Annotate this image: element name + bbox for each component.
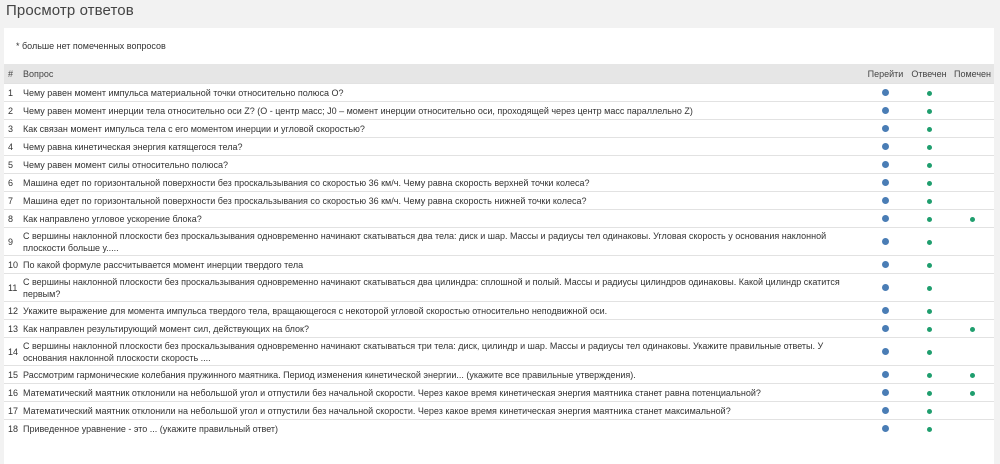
question-text: Машина едет по горизонтальной поверхности без проскальзывания со скоростью 36 км/ч. Чему равна скорость нижней точки колеса? <box>21 192 864 210</box>
answered-cell <box>907 384 951 402</box>
question-text: С вершины наклонной плоскости без проскальзывания одновременно начинают скатываться два цилиндра: сплошной и полый. Массы и радиусы цилиндров одинаковы. Какой цилиндр скатится первым? <box>21 274 864 302</box>
goto-cell <box>864 256 907 274</box>
flagged-cell <box>951 256 994 274</box>
row-number: 5 <box>4 156 21 174</box>
flagged-indicator-icon <box>970 327 975 332</box>
answered-indicator-icon <box>927 391 932 396</box>
answered-cell <box>907 120 951 138</box>
table-row <box>4 210 994 228</box>
flagged-cell <box>951 192 994 210</box>
question-text: Машина едет по горизонтальной поверхности без проскальзывания со скоростью 36 км/ч. Чему равна скорость верхней точки колеса? <box>21 174 864 192</box>
answered-cell <box>907 174 951 192</box>
question-text: Чему равен момент импульса материальной точки относительно полюса О? <box>21 84 864 102</box>
row-number: 10 <box>4 256 21 274</box>
table-row <box>4 174 994 192</box>
answered-indicator-icon <box>927 427 932 432</box>
answered-cell <box>907 338 951 366</box>
answered-cell <box>907 192 951 210</box>
header-answered: Отвечен <box>907 64 951 84</box>
goto-cell <box>864 84 907 102</box>
flagged-cell <box>951 228 994 256</box>
goto-question-button[interactable] <box>882 371 889 378</box>
question-text: Рассмотрим гармонические колебания пружинного маятника. Период изменения кинетической энергии... (укажите все правильные утверждения). <box>21 366 864 384</box>
flagged-cell <box>951 338 994 366</box>
answered-cell <box>907 102 951 120</box>
question-text: Чему равен момент инерции тела относительно оси Z? (О - центр масс; J0 – момент инерции относительно оси, проходящей через центр масс параллельно Z) <box>21 102 864 120</box>
table-row <box>4 366 994 384</box>
goto-question-button[interactable] <box>882 284 889 291</box>
row-number: 16 <box>4 384 21 402</box>
answered-indicator-icon <box>927 109 932 114</box>
row-number: 17 <box>4 402 21 420</box>
table-row <box>4 384 994 402</box>
goto-cell <box>864 228 907 256</box>
goto-question-button[interactable] <box>882 307 889 314</box>
answered-cell <box>907 138 951 156</box>
row-number: 4 <box>4 138 21 156</box>
flagged-cell <box>951 84 994 102</box>
goto-cell <box>864 384 907 402</box>
answered-cell <box>907 320 951 338</box>
goto-cell <box>864 366 907 384</box>
page-title: Просмотр ответов <box>6 2 134 19</box>
answered-indicator-icon <box>927 409 932 414</box>
answers-table <box>4 64 994 437</box>
question-text: Как направлен результирующий момент сил, действующих на блок? <box>21 320 864 338</box>
answered-indicator-icon <box>927 145 932 150</box>
answered-indicator-icon <box>927 309 932 314</box>
flagged-indicator-icon <box>970 391 975 396</box>
row-number: 18 <box>4 420 21 438</box>
goto-question-button[interactable] <box>882 261 889 268</box>
question-text: Чему равен момент силы относительно полюса? <box>21 156 864 174</box>
goto-question-button[interactable] <box>882 425 889 432</box>
answered-indicator-icon <box>927 263 932 268</box>
goto-cell <box>864 156 907 174</box>
flagged-cell <box>951 210 994 228</box>
table-row <box>4 256 994 274</box>
question-text: С вершины наклонной плоскости без проскальзывания одновременно начинают скатываться три тела: диск, цилиндр и шар. Массы и радиусы тел одинаковы. Укажите правильные ответы. У основания наклонной плоскости скорость .... <box>21 338 864 366</box>
table-row <box>4 338 994 366</box>
table-row <box>4 274 994 302</box>
table-row <box>4 120 994 138</box>
row-number: 12 <box>4 302 21 320</box>
answered-indicator-icon <box>927 240 932 245</box>
question-text: С вершины наклонной плоскости без проскальзывания одновременно начинают скатываться два тела: диск и шар. Массы и радиусы тел одинаковы. Угловая скорость у основания наклонной плоскости больше у..... <box>21 228 864 256</box>
table-row <box>4 320 994 338</box>
flagged-indicator-icon <box>970 373 975 378</box>
answered-indicator-icon <box>927 127 932 132</box>
table-row <box>4 302 994 320</box>
goto-question-button[interactable] <box>882 348 889 355</box>
flagged-cell <box>951 420 994 438</box>
row-number: 11 <box>4 274 21 302</box>
flagged-cell <box>951 320 994 338</box>
question-text: Чему равна кинетическая энергия катящегося тела? <box>21 138 864 156</box>
flagged-cell <box>951 138 994 156</box>
row-number: 14 <box>4 338 21 366</box>
goto-question-button[interactable] <box>882 89 889 96</box>
question-text: Укажите выражение для момента импульса твердого тела, вращающегося с некоторой угловой скоростью относительно неподвижной оси. <box>21 302 864 320</box>
question-text: Математический маятник отклонили на небольшой угол и отпустили без начальной скорости. Через какое время кинетическая энергия маятника станет максимальной? <box>21 402 864 420</box>
answered-indicator-icon <box>927 373 932 378</box>
answered-cell <box>907 420 951 438</box>
goto-question-button[interactable] <box>882 197 889 204</box>
answered-indicator-icon <box>927 350 932 355</box>
goto-cell <box>864 210 907 228</box>
goto-cell <box>864 138 907 156</box>
goto-question-button[interactable] <box>882 107 889 114</box>
question-text: Математический маятник отклонили на небольшой угол и отпустили без начальной скорости. Через какое время кинетическая энергия маятника станет равна потенциальной? <box>21 384 864 402</box>
flagged-cell <box>951 274 994 302</box>
table-row <box>4 156 994 174</box>
question-text: Как связан момент импульса тела с его моментом инерции и угловой скоростью? <box>21 120 864 138</box>
goto-cell <box>864 192 907 210</box>
table-row <box>4 138 994 156</box>
header-flagged: Помечен <box>951 64 994 84</box>
answered-cell <box>907 402 951 420</box>
table-row <box>4 192 994 210</box>
answered-indicator-icon <box>927 327 932 332</box>
answered-cell <box>907 366 951 384</box>
goto-cell <box>864 174 907 192</box>
header-goto: Перейти <box>864 64 907 84</box>
goto-cell <box>864 102 907 120</box>
row-number: 3 <box>4 120 21 138</box>
flagged-cell <box>951 174 994 192</box>
table-row <box>4 402 994 420</box>
answers-panel <box>4 28 994 464</box>
table-row <box>4 228 994 256</box>
flagged-indicator-icon <box>970 217 975 222</box>
goto-question-button[interactable] <box>882 125 889 132</box>
flagged-cell <box>951 102 994 120</box>
answered-indicator-icon <box>927 217 932 222</box>
goto-cell <box>864 420 907 438</box>
row-number: 2 <box>4 102 21 120</box>
table-row <box>4 420 994 438</box>
answered-cell <box>907 228 951 256</box>
flagged-cell <box>951 120 994 138</box>
goto-cell <box>864 120 907 138</box>
flagged-cell <box>951 402 994 420</box>
flagged-cell <box>951 302 994 320</box>
answered-cell <box>907 210 951 228</box>
answered-indicator-icon <box>927 181 932 186</box>
goto-question-button[interactable] <box>882 215 889 222</box>
answered-indicator-icon <box>927 163 932 168</box>
header-number: # <box>4 64 21 84</box>
goto-question-button[interactable] <box>882 389 889 396</box>
header-question: Вопрос <box>21 64 864 84</box>
goto-question-button[interactable] <box>882 161 889 168</box>
goto-cell <box>864 302 907 320</box>
answered-cell <box>907 274 951 302</box>
goto-cell <box>864 274 907 302</box>
row-number: 1 <box>4 84 21 102</box>
row-number: 15 <box>4 366 21 384</box>
goto-question-button[interactable] <box>882 407 889 414</box>
goto-question-button[interactable] <box>882 179 889 186</box>
table-row <box>4 102 994 120</box>
goto-cell <box>864 402 907 420</box>
row-number: 7 <box>4 192 21 210</box>
answered-indicator-icon <box>927 91 932 96</box>
answered-cell <box>907 256 951 274</box>
question-text: Приведенное уравнение - это ... (укажите правильный ответ) <box>21 420 864 438</box>
flagged-notice: * больше нет помеченных вопросов <box>16 41 166 51</box>
goto-question-button[interactable] <box>882 238 889 245</box>
row-number: 8 <box>4 210 21 228</box>
row-number: 9 <box>4 228 21 256</box>
goto-cell <box>864 320 907 338</box>
table-row <box>4 84 994 102</box>
flagged-cell <box>951 384 994 402</box>
goto-question-button[interactable] <box>882 325 889 332</box>
answered-cell <box>907 302 951 320</box>
question-text: Как направлено угловое ускорение блока? <box>21 210 864 228</box>
table-header-row <box>4 64 994 84</box>
answered-cell <box>907 156 951 174</box>
answered-indicator-icon <box>927 286 932 291</box>
flagged-cell <box>951 156 994 174</box>
answered-cell <box>907 84 951 102</box>
row-number: 6 <box>4 174 21 192</box>
flagged-cell <box>951 366 994 384</box>
question-text: По какой формуле рассчитывается момент инерции твердого тела <box>21 256 864 274</box>
row-number: 13 <box>4 320 21 338</box>
goto-cell <box>864 338 907 366</box>
goto-question-button[interactable] <box>882 143 889 150</box>
answered-indicator-icon <box>927 199 932 204</box>
